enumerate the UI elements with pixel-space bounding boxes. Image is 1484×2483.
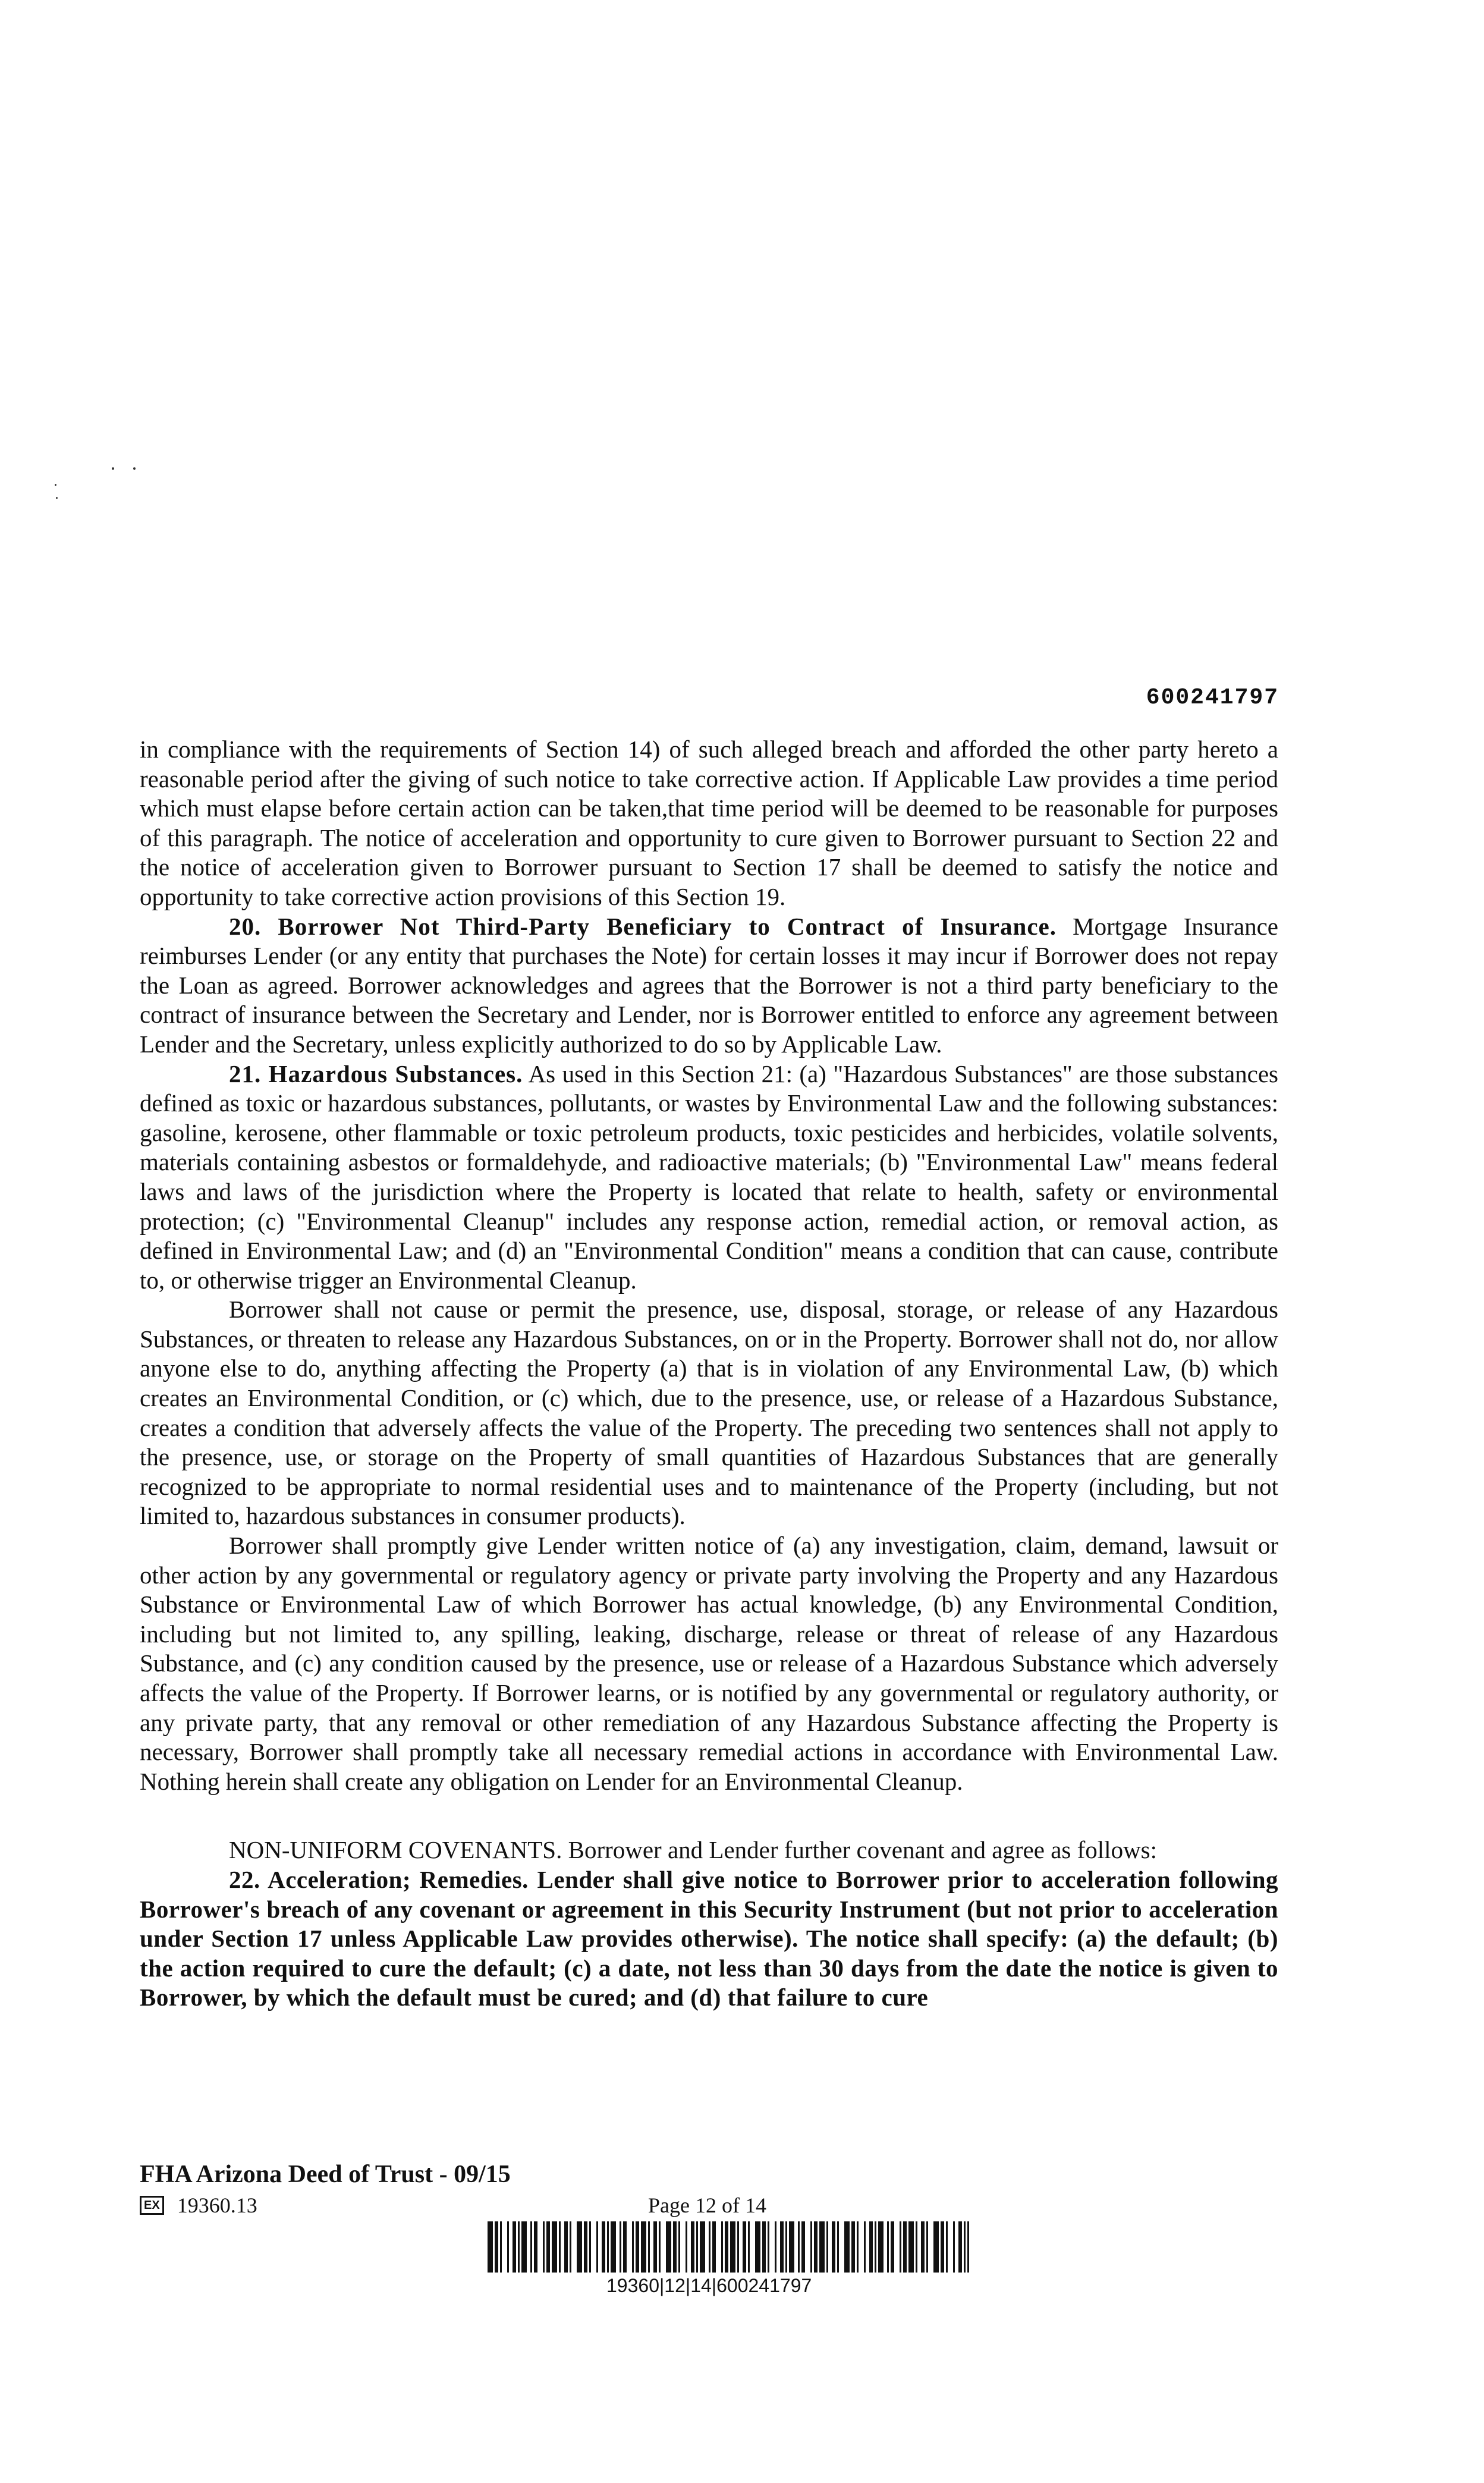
section-20-text: Mortgage Insurance reimburses Lender (or any entity that purchases the Note) for certain losses it may incur if Borrower does not repay the Loan as agreed. Borrower acknowledges and agrees that the Borrower is not a third party beneficiary to the contract of insurance between the Secretary and Lender, nor is Borrower entitled to enforce any agreement between Lender and the Secretary, unless explicitly authorized to do so by Applicable Law. [140, 912, 1278, 1058]
paragraph-section-19-cont: in compliance with the requirements of Section 14) of such alleged breach and afforded the other party hereto a reasonable period after the giving of such notice to take corrective action. If Applicable Law provides a time period which must elapse before certain action can be taken,that time period will be deemed to be reasonable for purposes of this paragraph. The notice of acceleration and opportunity to cure given to Borrower pursuant to Section 22 and the notice of acceleration given to Borrower pursuant to Section 17 shall be deemed to satisfy the notice and opportunity to take corrective action provisions of this Section 19. [140, 736, 1278, 910]
section-21-heading: 21. Hazardous Substances. [229, 1060, 523, 1088]
paragraph-section-20 [140, 912, 1278, 1060]
paragraph-non-uniform-covenants: NON-UNIFORM COVENANTS. Borrower and Lender further covenant and agree as follows: [229, 1836, 1158, 1864]
scan-speck [133, 467, 136, 470]
paragraph-gap [140, 1796, 1278, 1835]
form-title: FHA Arizona Deed of Trust - 09/15 [140, 2161, 511, 2188]
form-code: 19360.13 [177, 2193, 257, 2217]
form-logo: EX [140, 2196, 164, 2215]
document-body [140, 735, 1278, 2013]
page-number: Page 12 of 14 [648, 2193, 766, 2217]
barcode [488, 2221, 969, 2273]
barcode-text: 19360|12|14|600241797 [606, 2275, 812, 2296]
paragraph-section-21 [140, 1060, 1278, 1296]
paragraph-section-22: 22. Acceleration; Remedies. Lender shall give notice to Borrower prior to acceleration following Borrower's breach of any covenant or agreement in this Security Instrument (but not prior to acceleration under Section 17 unless Applicable Law provides otherwise). The notice shall specify: (a) the default; (b) the action required to cure the default; (c) a date, not less than 30 days from the date the notice is given to Borrower, by which the default must be cured; and (d) that failure to cure [140, 1865, 1278, 2011]
form-code-row [140, 2193, 257, 2218]
scan-speck [55, 484, 56, 486]
paragraph-borrower-shall-promptly: Borrower shall promptly give Lender written notice of (a) any investigation, claim, demand, lawsuit or other action by any governmental or regulatory agency or private party involving the Property and any Hazardous Substance or Environmental Law of which Borrower has actual knowledge, (b) any Environmental Condition, including but not limited to, any spilling, leaking, discharge, release or threat of release of any Hazardous Substance, and (c) any condition caused by the presence, use or release of a Hazardous Substance which adversely affects the value of the Property. If Borrower learns, or is notified by any governmental or regulatory authority, or any private party, that any removal or other remediation of any Hazardous Substance affecting the Property is necessary, Borrower shall promptly take all necessary remedial actions in accordance with Environmental Law. Nothing herein shall create any obligation on Lender for an Environmental Cleanup. [140, 1532, 1278, 1795]
scan-speck [56, 497, 58, 499]
section-21-text: As used in this Section 21: (a) "Hazardous Substances" are those substances defined as toxic or hazardous substances, pollutants, or wastes by Environmental Law and the following substances: gasoline, kerosene, other flammable or toxic petroleum products, toxic pesticides and herbicides, volatile solvents, materials containing asbestos or formaldehyde, and radioactive materials; (b) "Environmental Law" means federal laws and laws of the jurisdiction where the Property is located that relate to health, safety or environmental protection; (c) "Environmental Cleanup" includes any response action, remedial action, or removal action, as defined in Environmental Law; and (d) an "Environmental Condition" means a condition that can cause, contribute to, or otherwise trigger an Environmental Cleanup. [140, 1060, 1278, 1294]
document-number: 600241797 [1146, 685, 1279, 711]
paragraph-borrower-shall-not: Borrower shall not cause or permit the presence, use, disposal, storage, or release of any Hazardous Substances, or threaten to release any Hazardous Substances, on or in the Property. Borrower shall not do, nor allow anyone else to do, anything affecting the Property (a) that is in violation of any Environmental Law, (b) which creates an Environmental Condition, or (c) which, due to the presence, use, or release of a Hazardous Substance, creates a condition that adversely affects the value of the Property. The preceding two sentences shall not apply to the presence, use, or storage on the Property of small quantities of Hazardous Substances that are generally recognized to be appropriate to normal residential uses and to maintenance of the Property (including, but not limited to, hazardous substances in consumer products). [140, 1296, 1278, 1530]
scan-speck [112, 467, 114, 470]
section-20-heading: 20. Borrower Not Third-Party Beneficiary to Contract of Insurance. [229, 912, 1057, 940]
